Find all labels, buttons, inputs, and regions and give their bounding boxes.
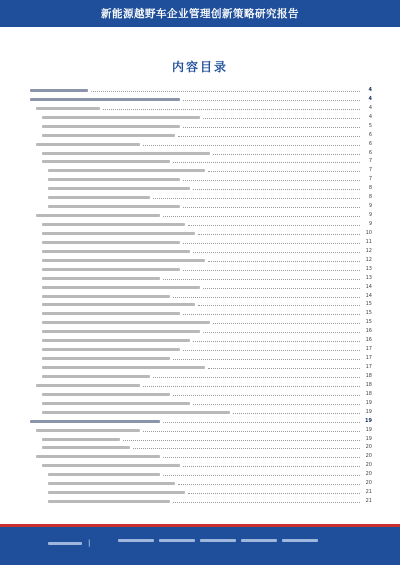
toc-entry-unreadable-label xyxy=(42,125,180,128)
toc-page-number: 13 xyxy=(365,265,372,272)
footer-unreadable-text xyxy=(118,539,154,542)
toc-page-number: 8 xyxy=(368,194,372,201)
toc-page-number: 11 xyxy=(365,238,372,245)
toc-leader-dots xyxy=(178,484,360,485)
toc-entry-unreadable-label xyxy=(42,339,190,342)
toc-leader-dots xyxy=(163,422,360,423)
toc-entry[interactable] xyxy=(30,218,372,227)
toc-entry-unreadable-label xyxy=(42,464,180,467)
toc-leader-dots xyxy=(193,404,360,405)
toc-title: 内容目录 xyxy=(171,60,228,74)
toc-entry[interactable] xyxy=(30,450,372,459)
toc-leader-dots xyxy=(183,127,360,128)
report-header xyxy=(0,0,400,27)
toc-page-number: 19 xyxy=(365,435,372,442)
toc-leader-dots xyxy=(183,180,360,181)
toc-entry-unreadable-label xyxy=(36,214,160,217)
toc-entry[interactable] xyxy=(30,191,372,200)
toc-list xyxy=(30,84,372,504)
toc-leader-dots xyxy=(163,279,360,280)
toc-entry[interactable] xyxy=(30,397,372,406)
footer-unreadable-text xyxy=(241,539,277,542)
toc-entry[interactable] xyxy=(30,406,372,415)
toc-entry-unreadable-label xyxy=(42,286,200,289)
toc-entry[interactable] xyxy=(30,307,372,316)
toc-entry[interactable] xyxy=(30,182,372,191)
toc-leader-dots xyxy=(143,145,360,146)
toc-entry[interactable] xyxy=(30,290,372,299)
toc-leader-dots xyxy=(208,261,360,262)
toc-entry-unreadable-label xyxy=(42,116,200,119)
toc-entry-unreadable-label xyxy=(42,402,190,405)
toc-entry-unreadable-label xyxy=(48,187,190,190)
footer-unreadable-text xyxy=(282,539,318,542)
toc-leader-dots xyxy=(91,91,360,92)
toc-page-number: 17 xyxy=(365,346,372,353)
toc-leader-dots xyxy=(208,368,360,369)
toc-leader-dots xyxy=(193,189,360,190)
toc-page-number: 4 xyxy=(368,113,372,120)
toc-entry-unreadable-label xyxy=(42,160,170,163)
toc-page-number: 8 xyxy=(368,185,372,192)
toc-entry[interactable] xyxy=(30,93,372,102)
toc-entry[interactable] xyxy=(30,263,372,272)
toc-entry-unreadable-label xyxy=(42,223,185,226)
toc-entry-unreadable-label xyxy=(48,169,205,172)
toc-entry-unreadable-label xyxy=(36,384,140,387)
toc-entry[interactable] xyxy=(30,236,372,245)
toc-leader-dots xyxy=(203,288,360,289)
toc-entry-unreadable-label xyxy=(30,89,88,92)
toc-leader-dots xyxy=(208,171,360,172)
toc-entry-unreadable-label xyxy=(48,205,180,208)
toc-page-number: 19 xyxy=(365,408,372,415)
toc-page-number: 9 xyxy=(368,212,372,219)
toc-page-number: 16 xyxy=(365,337,372,344)
toc-leader-dots xyxy=(233,413,360,414)
toc-leader-dots xyxy=(173,162,360,163)
toc-entry-unreadable-label xyxy=(42,241,180,244)
toc-entry[interactable] xyxy=(30,173,372,182)
report-title: 新能源越野车企业管理创新策略研究报告 xyxy=(101,8,299,20)
toc-page-number: 19 xyxy=(365,426,372,433)
toc-entry[interactable] xyxy=(30,209,372,218)
toc-entry-unreadable-label xyxy=(36,143,140,146)
toc-entry[interactable] xyxy=(30,325,372,334)
toc-leader-dots xyxy=(183,207,360,208)
toc-entry-unreadable-label xyxy=(42,393,170,396)
footer-unreadable-text xyxy=(200,539,236,542)
toc-entry-unreadable-label xyxy=(42,277,160,280)
toc-entry[interactable] xyxy=(30,468,372,477)
toc-entry[interactable] xyxy=(30,138,372,147)
toc-page-number: 6 xyxy=(368,140,372,147)
toc-page-number: 21 xyxy=(365,498,372,505)
toc-page-number: 14 xyxy=(365,292,372,299)
toc-leader-dots xyxy=(163,216,360,217)
toc-entry-unreadable-label xyxy=(48,482,175,485)
toc-page-number: 15 xyxy=(365,319,372,326)
toc-entry[interactable] xyxy=(30,129,372,138)
toc-entry[interactable] xyxy=(30,299,372,308)
footer-right-text xyxy=(118,539,318,542)
toc-page-number: 9 xyxy=(368,203,372,210)
toc-leader-dots xyxy=(153,377,360,378)
toc-entry-unreadable-label xyxy=(42,134,175,137)
toc-entry-unreadable-label xyxy=(42,438,120,441)
toc-entry[interactable] xyxy=(30,334,372,343)
toc-leader-dots xyxy=(183,314,360,315)
footer-unreadable-text xyxy=(48,542,82,545)
toc-entry[interactable] xyxy=(30,424,372,433)
toc-page-number: 4 xyxy=(368,95,372,102)
toc-leader-dots xyxy=(153,198,360,199)
toc-page-number: 18 xyxy=(365,381,372,388)
toc-page-number: 7 xyxy=(368,176,372,183)
toc-entry[interactable] xyxy=(30,361,372,370)
toc-page-number: 4 xyxy=(368,86,372,93)
toc-entry[interactable] xyxy=(30,227,372,236)
toc-entry-unreadable-label xyxy=(42,303,195,306)
toc-leader-dots xyxy=(203,118,360,119)
toc-entry[interactable] xyxy=(30,433,372,442)
toc-page-number: 7 xyxy=(368,167,372,174)
toc-leader-dots xyxy=(203,332,360,333)
toc-page-number: 21 xyxy=(365,489,372,496)
toc-entry[interactable] xyxy=(30,102,372,111)
toc-leader-dots xyxy=(123,440,360,441)
toc-page-number: 14 xyxy=(365,283,372,290)
toc-leader-dots xyxy=(183,100,360,101)
footer-left-text xyxy=(48,539,96,547)
toc-entry[interactable] xyxy=(30,316,372,325)
toc-leader-dots xyxy=(193,341,360,342)
toc-entry-unreadable-label xyxy=(30,420,160,423)
toc-page-number: 15 xyxy=(365,301,372,308)
toc-entry-unreadable-label xyxy=(48,473,160,476)
toc-leader-dots xyxy=(183,243,360,244)
toc-entry[interactable] xyxy=(30,379,372,388)
toc-entry-unreadable-label xyxy=(48,196,150,199)
toc-leader-dots xyxy=(193,252,360,253)
toc-leader-dots xyxy=(183,270,360,271)
toc-entry-unreadable-label xyxy=(42,259,205,262)
toc-entry[interactable] xyxy=(30,477,372,486)
toc-page-number: 17 xyxy=(365,355,372,362)
toc-leader-dots xyxy=(163,475,360,476)
toc-leader-dots xyxy=(198,305,360,306)
toc-entry-unreadable-label xyxy=(36,429,140,432)
toc-page-number: 20 xyxy=(365,453,372,460)
toc-entry-unreadable-label xyxy=(30,98,180,101)
toc-leader-dots xyxy=(173,502,360,503)
toc-page-number: 20 xyxy=(365,480,372,487)
toc-leader-dots xyxy=(133,448,360,449)
toc-entry[interactable] xyxy=(30,111,372,120)
toc-leader-dots xyxy=(173,359,360,360)
toc-entry[interactable] xyxy=(30,352,372,361)
toc-page-number: 20 xyxy=(365,462,372,469)
toc-page-number: 18 xyxy=(365,372,372,379)
toc-leader-dots xyxy=(188,225,360,226)
toc-leader-dots xyxy=(163,457,360,458)
toc-entry-unreadable-label xyxy=(42,232,195,235)
toc-entry-unreadable-label xyxy=(48,500,170,503)
toc-entry-unreadable-label xyxy=(42,375,150,378)
toc-page-number: 7 xyxy=(368,158,372,165)
toc-entry[interactable] xyxy=(30,442,372,451)
toc-entry[interactable] xyxy=(30,495,372,504)
toc-entry-unreadable-label xyxy=(36,455,160,458)
toc-entry-unreadable-label xyxy=(42,268,180,271)
toc-entry[interactable] xyxy=(30,120,372,129)
toc-leader-dots xyxy=(173,395,360,396)
toc-page-number: 6 xyxy=(368,149,372,156)
toc-leader-dots xyxy=(183,350,360,351)
toc-entry-unreadable-label xyxy=(42,366,205,369)
toc-entry-unreadable-label xyxy=(42,348,180,351)
report-footer xyxy=(0,524,400,565)
toc-entry-unreadable-label xyxy=(42,357,170,360)
toc-entry-unreadable-label xyxy=(48,491,185,494)
toc-leader-dots xyxy=(143,386,360,387)
toc-entry[interactable] xyxy=(30,245,372,254)
toc-entry[interactable] xyxy=(30,254,372,263)
toc-leader-dots xyxy=(188,493,360,494)
toc-entry[interactable] xyxy=(30,156,372,165)
toc-page-number: 9 xyxy=(368,221,372,227)
toc-entry-unreadable-label xyxy=(42,250,190,253)
toc-page-number: 19 xyxy=(365,399,372,406)
footer-separator: | xyxy=(88,539,91,547)
toc-entry[interactable] xyxy=(30,272,372,281)
toc-leader-dots xyxy=(143,431,360,432)
toc-entry-unreadable-label xyxy=(42,295,170,298)
toc-entry-unreadable-label xyxy=(42,330,200,333)
toc-leader-dots xyxy=(198,234,360,235)
toc-entry-unreadable-label xyxy=(42,446,130,449)
toc-entry-unreadable-label xyxy=(42,152,210,155)
toc-entry[interactable] xyxy=(30,388,372,397)
toc-entry[interactable] xyxy=(30,370,372,379)
toc-page-number: 15 xyxy=(365,310,372,317)
toc-entry-unreadable-label xyxy=(42,312,180,315)
toc-entry-unreadable-label xyxy=(42,411,230,414)
toc-page-number: 17 xyxy=(365,364,372,370)
toc-page-number: 12 xyxy=(365,256,372,263)
toc-leader-dots xyxy=(178,136,360,137)
toc-page-number: 5 xyxy=(368,122,372,129)
footer-accent-strip xyxy=(0,524,400,527)
toc-leader-dots xyxy=(213,323,360,324)
toc-entry[interactable] xyxy=(30,343,372,352)
toc-leader-dots xyxy=(213,154,360,155)
toc-entry[interactable] xyxy=(30,486,372,495)
toc-page-number: 12 xyxy=(365,247,372,254)
toc-page-number: 10 xyxy=(365,229,372,236)
toc-leader-dots xyxy=(103,109,360,110)
toc-entry[interactable] xyxy=(30,459,372,468)
toc-entry[interactable] xyxy=(30,147,372,156)
toc-entry[interactable] xyxy=(30,164,372,173)
toc-entry[interactable] xyxy=(30,281,372,290)
footer-unreadable-text xyxy=(159,539,195,542)
toc-page-number: 4 xyxy=(368,104,372,111)
toc-entry-unreadable-label xyxy=(42,321,210,324)
toc-entry-unreadable-label xyxy=(36,107,100,110)
toc-leader-dots xyxy=(183,466,360,467)
toc-entry-unreadable-label xyxy=(48,178,180,181)
toc-page-number: 20 xyxy=(365,444,372,451)
toc-page-number: 20 xyxy=(365,471,372,478)
toc-leader-dots xyxy=(173,297,360,298)
toc-page-number: 16 xyxy=(365,328,372,335)
toc-page-number: 18 xyxy=(365,390,372,397)
toc-entry[interactable] xyxy=(30,415,372,424)
toc-page-number: 19 xyxy=(365,417,372,424)
toc-entry[interactable] xyxy=(30,84,372,93)
toc-page-number: 6 xyxy=(368,131,372,138)
toc-page-number: 13 xyxy=(365,274,372,281)
toc-entry[interactable] xyxy=(30,200,372,209)
